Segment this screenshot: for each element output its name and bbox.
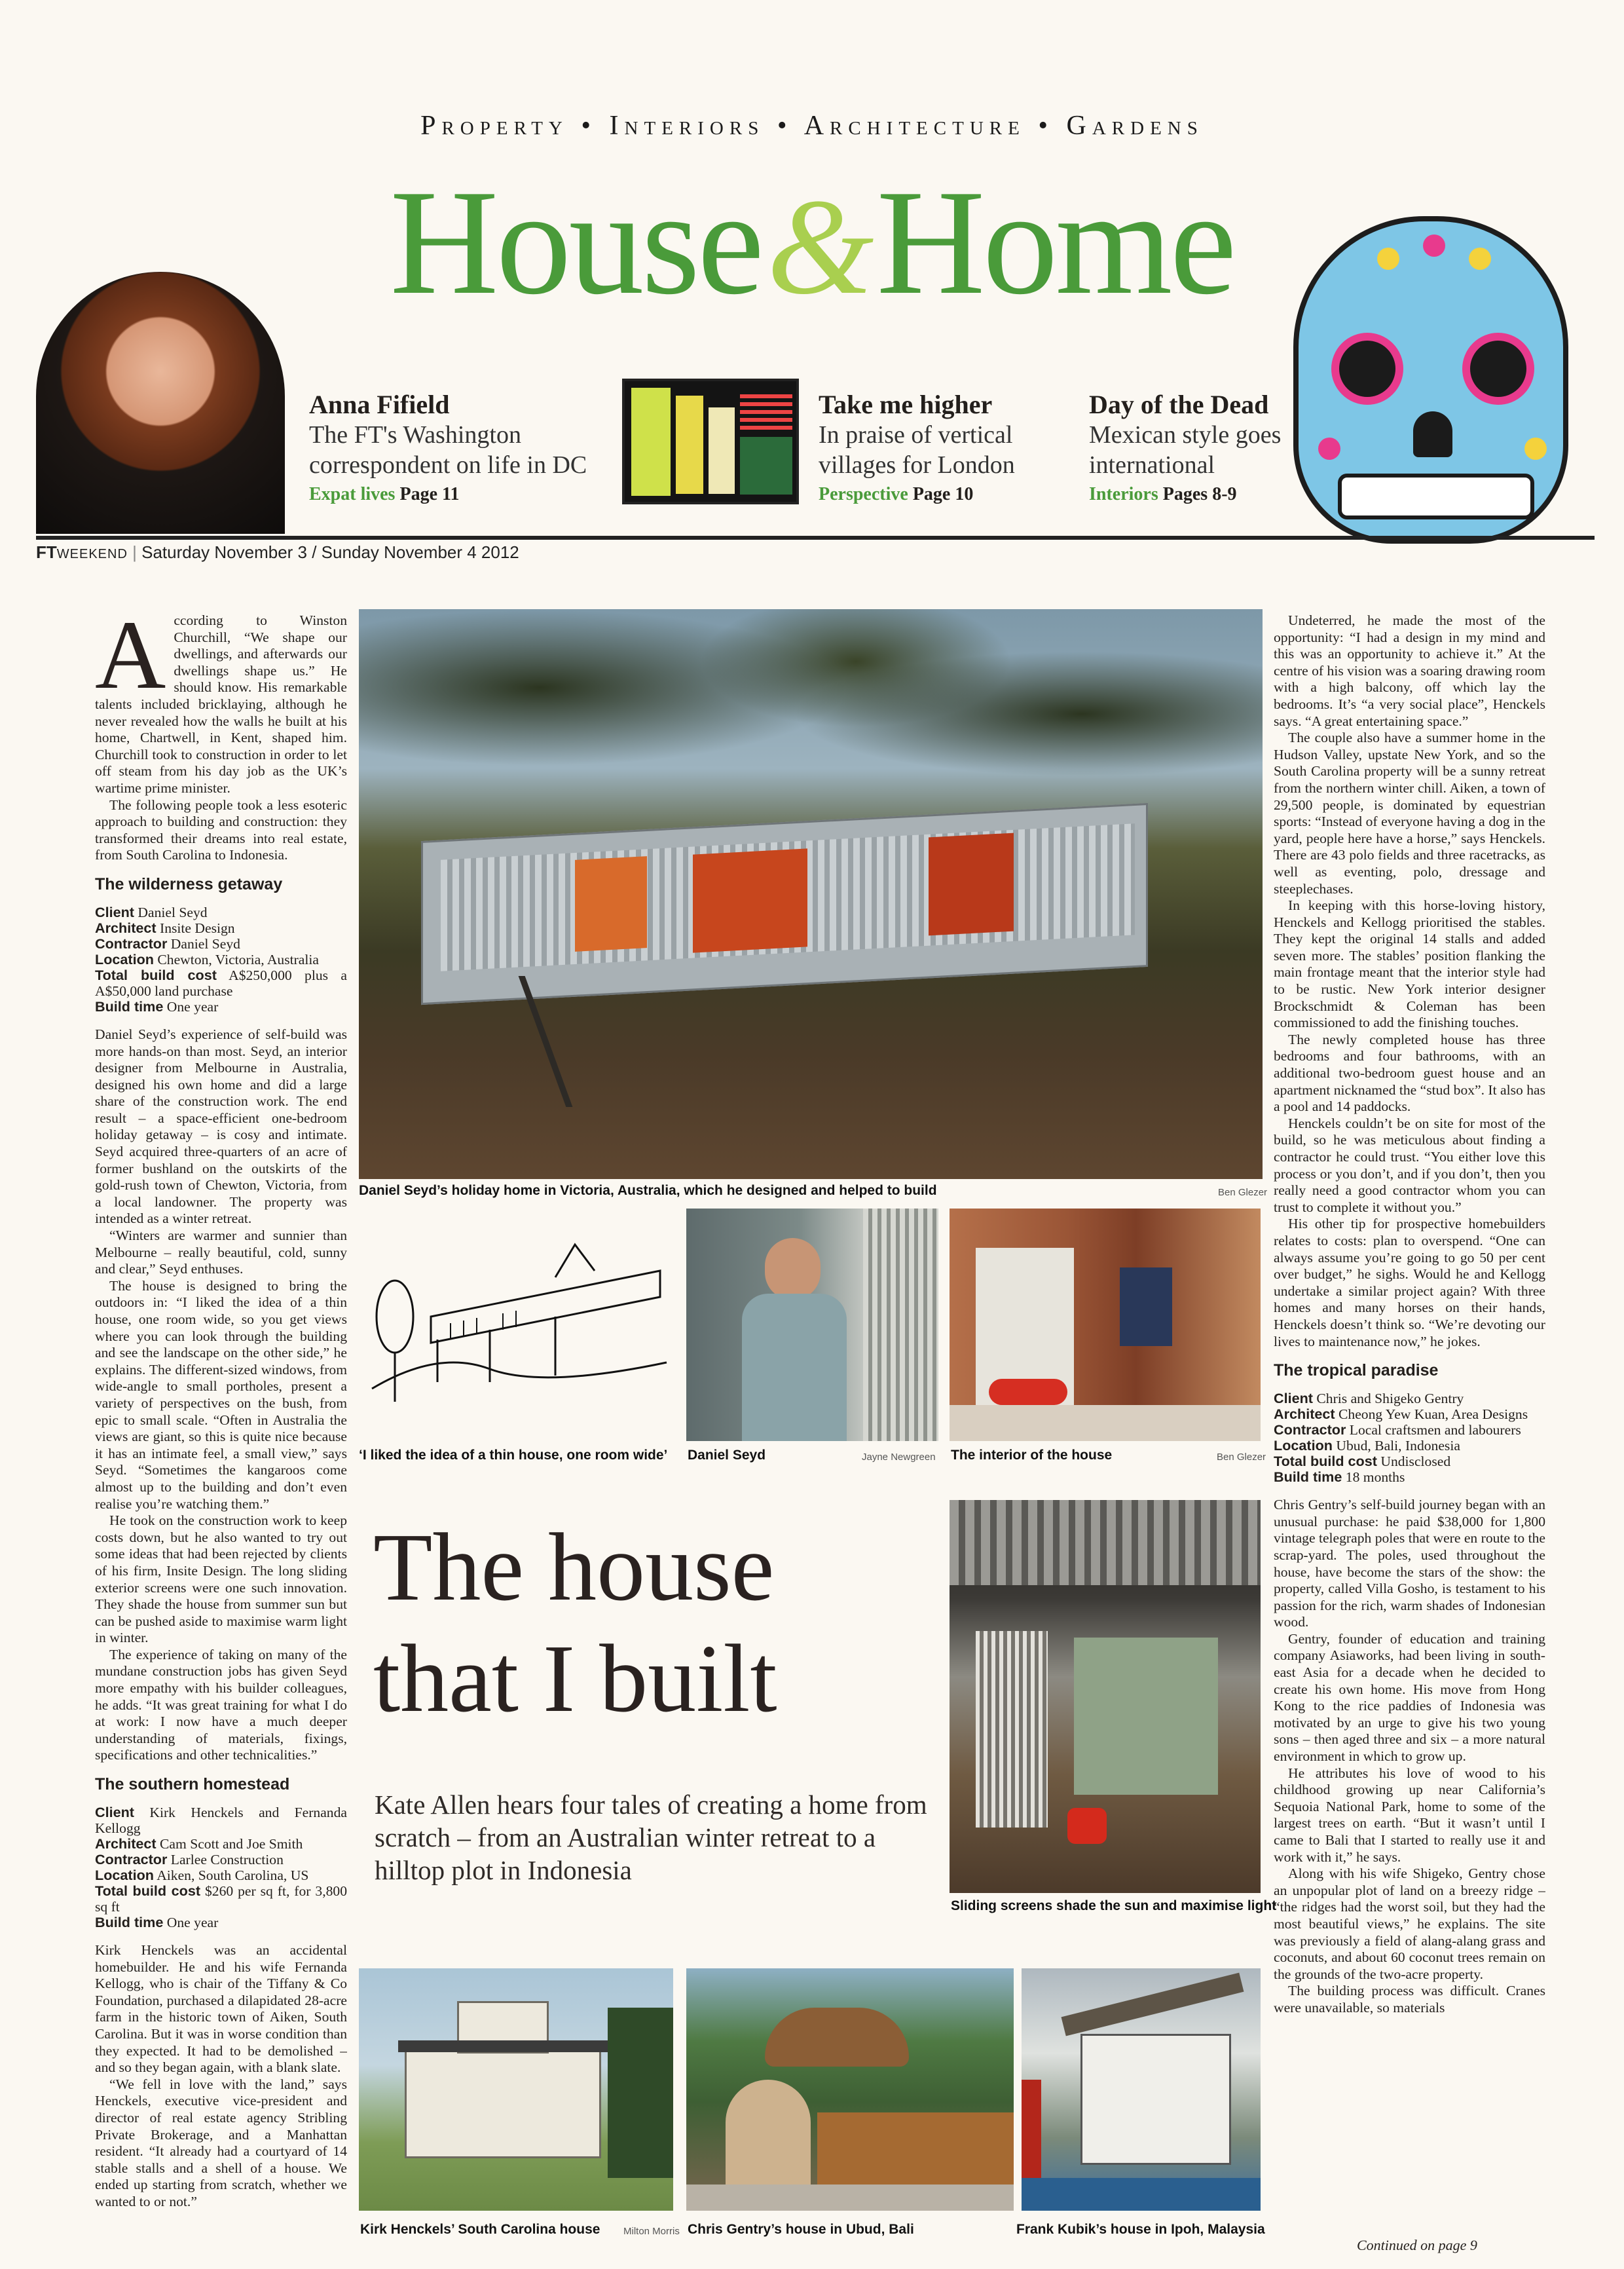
teaser-perspective[interactable] bbox=[819, 390, 1100, 509]
fact-row: Client Kirk Henckels and Fernanda Kellogg bbox=[95, 1804, 347, 1837]
teaser-heading: Anna Fifield bbox=[309, 390, 450, 419]
fact-row: Client Chris and Shigeko Gentry bbox=[1274, 1390, 1464, 1407]
fact-row: Total build cost Undisclosed bbox=[1274, 1453, 1451, 1470]
body-paragraph: His other tip for prospective homebuilders relates to costs: plan to overspend. “One can always assume you’re going to go 50 per cent over budget,” he sighs. Would he and Kellogg undertake a similar project again? With three homes and many horses on their hands, Henckels doesn’t think so. “We’re devoting our lives to maintenance now,” he jokes. bbox=[1274, 1216, 1545, 1349]
teaser-page-ref: Pages 8-9 bbox=[1162, 484, 1237, 504]
article-headline bbox=[373, 1512, 777, 1735]
sugar-skull-illustration bbox=[1293, 216, 1568, 544]
interior-photo bbox=[950, 1209, 1261, 1441]
fact-box bbox=[95, 1805, 347, 1930]
body-paragraph: The house is designed to bring the outdoors in: “I liked the idea of a thin house, one room wide, so you get views where you can look through the building and see the landscape on the other side,” he explains. The different-sized windows, from wide-angle to small portholes, present a variety of perspectives on the bush, from epic to small scale. “Often in Australia the views are giant, so this is quite nice because it has an intimate feel, a small view,” says Seyd. “Sometimes the kangaroos come almost up to the building and don’t even realise you’re watching them.” bbox=[95, 1277, 347, 1512]
fact-row: Total build cost A$250,000 plus a A$50,000 land purchase bbox=[95, 966, 347, 999]
skull-nose bbox=[1413, 411, 1452, 457]
section-heading: The wilderness getaway bbox=[95, 874, 283, 893]
teaser-subtitle: Mexican style goes bbox=[1089, 421, 1282, 449]
main-house-photo bbox=[359, 609, 1263, 1179]
publication-date: Saturday November 3 / Sunday November 4 2012 bbox=[141, 542, 519, 562]
teaser-expat-lives[interactable] bbox=[309, 390, 591, 509]
body-paragraph: Henckels couldn’t be on site for most of the build, so he was meticulous about finding a contractor he could trust. “You either love this process or you don’t, and if you don’t, then you really need a good contractor whom you can trust to complete it without you.” bbox=[1274, 1115, 1545, 1215]
headline-line: that I built bbox=[373, 1625, 777, 1733]
section-heading: The southern homestead bbox=[95, 1775, 290, 1794]
fact-row: Architect Cam Scott and Joe Smith bbox=[95, 1835, 303, 1852]
body-paragraph: The building process was difficult. Cranes were unavailable, so materials bbox=[1274, 1983, 1545, 2016]
skull-eye-right bbox=[1462, 333, 1534, 405]
body-paragraph: The experience of taking on many of the mundane construction jobs has given Seyd more empathy with his builder colleagues, he adds. “It was great training for what I do at work: I now have a much deeper understanding of materials, fixings, specifications and other technicalities.” bbox=[95, 1646, 347, 1763]
intro-paragraph: ccording to Winston Churchill, “We shape our dwellings, and afterwards our dwellings shape us.” He should know. His remarkable talents included bricklaying, although he never revealed how the walls he built at his home, Chartwell, in Kent, shaped him. Churchill took to construction in order to let off steam from his day job as the UK’s wartime prime minister. bbox=[95, 612, 347, 796]
skull-teeth bbox=[1338, 474, 1534, 519]
architect-sketch bbox=[359, 1218, 673, 1441]
masthead-ampersand: & bbox=[767, 171, 872, 323]
ft-logo: FT bbox=[36, 542, 57, 562]
body-paragraph: He attributes his love of wood to his childhood growing up near California’s Sequoia National Park, home to some of the largest trees on earth. “But it wasn’t until I came to Bali that I started to really use it and work with it,” he says. bbox=[1274, 1765, 1545, 1865]
photo-caption: Chris Gentry’s house in Ubud, Bali bbox=[688, 2222, 914, 2237]
bali-house-photo bbox=[686, 1968, 1014, 2211]
section-heading: The tropical paradise bbox=[1274, 1361, 1439, 1380]
sliding-screens-photo bbox=[950, 1500, 1261, 1893]
fact-row: Contractor Larlee Construction bbox=[95, 1851, 284, 1868]
fact-row: Build time One year bbox=[95, 1914, 219, 1931]
photo-caption: ‘I liked the idea of a thin house, one room wide’ bbox=[359, 1448, 668, 1463]
fact-row: Client Daniel Seyd bbox=[95, 903, 208, 920]
body-paragraph: Daniel Seyd’s experience of self-build was more hands-on than most. Seyd, an interior designer from Melbourne in Australia, designed his own home and did a large share of the construction work. The end result – a space-efficient one-bedroom holiday getaway – is cosy and intimate. Seyd acquired three-quarters of an acre of former bushland on the outskirts of the gold-rush town of Chewton, Victoria, from a local landowner. The property was intended as a winter retreat. bbox=[95, 1026, 347, 1227]
photo-caption: Frank Kubik’s house in Ipoh, Malaysia bbox=[1016, 2222, 1265, 2237]
body-paragraph: The newly completed house has three bedrooms and four bathrooms, with an additional two-bedroom guest house and an apartment nicknamed the “stud box”. It also has a pool and 14 paddocks. bbox=[1274, 1031, 1545, 1115]
daniel-seyd-portrait bbox=[686, 1209, 938, 1441]
masthead-word-home: Home bbox=[876, 159, 1234, 326]
fact-row: Architect Insite Design bbox=[95, 919, 235, 936]
fact-row: Location Aiken, South Carolina, US bbox=[95, 1867, 309, 1884]
fact-row: Location Chewton, Victoria, Australia bbox=[95, 950, 319, 967]
fuze-thumbnail-image bbox=[622, 379, 799, 504]
teaser-subtitle: international bbox=[1089, 451, 1215, 479]
intro-paragraph: The following people took a less esoteric approach to building and construction: they transformed their dreams into real estate, from South Carolina to Indonesia. bbox=[95, 797, 347, 863]
body-paragraph: He took on the construction work to keep costs down, but he also wanted to try out some ideas that had been rejected by clients of his firm, Insite Design. The long sliding exterior screens were one such innovation. They shade the house from summer sun but can be pushed aside to maximise warm light in winter. bbox=[95, 1512, 347, 1646]
teaser-page-ref: Page 11 bbox=[399, 484, 460, 504]
photo-credit: Ben Glezer bbox=[1217, 1452, 1266, 1463]
fact-row: Build time One year bbox=[95, 998, 219, 1015]
body-paragraph: Chris Gentry’s self-build journey began with an unusual purchase: he paid $38,000 for 1,800 vintage telegraph poles that were en route to the scrap-yard. The poles, used throughout the house, have become the stars of the show: the property, called Villa Gosho, is testament to his passion for the rich, warm shades of Indonesian wood. bbox=[1274, 1497, 1545, 1630]
body-paragraph: Kirk Henckels was an accidental homebuilder. He and his wife Fernanda Kellogg, who is chair of the Tiffany & Co Foundation, purchased a dilapidated 28-acre farm in the historic town of Aiken, South Carolina. But it was in worse condition than they expected. It had to be demolished – and so they began again, with a blank slate. bbox=[95, 1942, 347, 2076]
fact-row: Architect Cheong Yew Kuan, Area Designs bbox=[1274, 1406, 1528, 1423]
photo-credit: Milton Morris bbox=[623, 2226, 680, 2237]
body-paragraph: In keeping with this horse-loving history, Henckels and Kellogg prioritised the stables. They kept the original 14 stalls and added seven more. The stables’ position flanking the main frontage meant that the interior style had to be rustic. New York interior designer Brockschmidt & Coleman has been commissioned to add the finishing touches. bbox=[1274, 897, 1545, 1031]
section-strapline: Property • Interiors • Architecture • Gardens bbox=[420, 111, 1204, 141]
continued-on-note[interactable]: Continued on page 9 bbox=[1357, 2237, 1477, 2253]
photo-caption: Kirk Henckels’ South Carolina house bbox=[360, 2222, 600, 2237]
headline-line: The house bbox=[373, 1514, 775, 1621]
teaser-section-label: Perspective bbox=[819, 484, 908, 504]
fact-row: Build time 18 months bbox=[1274, 1469, 1405, 1486]
masthead-rule bbox=[36, 536, 1595, 540]
fact-row: Total build cost $260 per sq ft, for 3,800 sq ft bbox=[95, 1883, 347, 1915]
body-paragraph: Gentry, founder of education and training company Asiaworks, had been living in south-east Asia for a decade when he decided to create his own home. His move from Hong Kong to the rice paddies of Indonesia was motivated by an urge to give his two young sons – then aged three and six – a more natural environment in which to grow up. bbox=[1274, 1630, 1545, 1765]
teaser-heading: Day of the Dead bbox=[1089, 390, 1269, 419]
teaser-subtitle: The FT's Washington bbox=[309, 421, 521, 449]
fact-box bbox=[95, 905, 347, 1015]
photo-caption: The interior of the house bbox=[951, 1448, 1113, 1463]
photo-credit: Ben Glezer bbox=[1218, 1187, 1268, 1198]
teaser-subtitle: correspondent on life in DC bbox=[309, 451, 587, 479]
photo-caption: Sliding screens shade the sun and maximise light bbox=[951, 1898, 1277, 1913]
fact-row: Contractor Daniel Seyd bbox=[95, 935, 240, 952]
teaser-section-label: Interiors bbox=[1089, 484, 1158, 504]
drop-cap: A bbox=[95, 612, 166, 709]
teaser-heading: Take me higher bbox=[819, 390, 993, 419]
photo-caption: Daniel Seyd bbox=[688, 1448, 766, 1463]
fact-row: Contractor Local craftsmen and labourers bbox=[1274, 1421, 1521, 1438]
fact-row: Location Ubud, Bali, Indonesia bbox=[1274, 1437, 1460, 1454]
article-column-left bbox=[95, 612, 347, 2230]
south-carolina-house-photo bbox=[359, 1968, 673, 2211]
teaser-page-ref: Page 10 bbox=[912, 484, 974, 504]
photo-caption: Daniel Seyd’s holiday home in Victoria, Australia, which he designed and helped to build bbox=[359, 1183, 937, 1198]
masthead-word-house: House bbox=[390, 159, 762, 326]
weekend-label: WEEKEND bbox=[56, 547, 128, 561]
teaser-section-label: Expat lives bbox=[309, 484, 396, 504]
body-paragraph: “We fell in love with the land,” says Henckels, executive vice-president and director of real estate agency Stribling Private Brokerage, and a Manhattan resident. “It already had a courtyard of 14 stable stalls and a shell of a house. We ended up starting from scratch, whether we wanted to or not.” bbox=[95, 2076, 347, 2209]
fact-box bbox=[1274, 1391, 1545, 1485]
author-portrait-photo bbox=[36, 272, 285, 534]
body-paragraph: Undeterred, he made the most of the opportunity: “I had a design in my mind and this was an opportunity to achieve it.” At the centre of his vision was a soaring drawing room with a high balcony, off which lay the bedrooms. It’s “a very social place”, Henckels says. “A great entertaining space.” bbox=[1274, 612, 1545, 729]
dateline: FTWEEKEND | Saturday November 3 / Sunday November 4 2012 bbox=[36, 542, 519, 562]
photo-credit: Jayne Newgreen bbox=[862, 1452, 936, 1463]
body-paragraph: The couple also have a summer home in the Hudson Valley, upstate New York, and so the South Carolina property will be a sunny retreat from the northern winter chill. Aiken, a town of 29,500 people, is dominated by equestrian sports: “Instead of everyone having a dog in the yard, people here have a horse,” says Henckels. There are 43 polo fields and three racetracks, as well as eventing, polo, dressage and steeplechases. bbox=[1274, 730, 1545, 897]
teaser-subtitle: In praise of vertical bbox=[819, 421, 1013, 449]
body-paragraph: Along with his wife Shigeko, Gentry chose an unpopular plot of land on a breezy ridge – “the ridges had the worst soil, but they had the most beautiful views,” he explains. The site was previously a field of alang-alang grass and coconuts, and about 60 coconut trees remain on the grounds of the two-acre property. bbox=[1274, 1866, 1545, 1982]
skull-eye-left bbox=[1331, 333, 1403, 405]
ipoh-house-photo bbox=[1022, 1968, 1261, 2211]
standfirst: Kate Allen hears four tales of creating a home from scratch – from an Australian winter retreat to a hilltop plot in Indonesia bbox=[375, 1790, 927, 1885]
teaser-subtitle: villages for London bbox=[819, 451, 1015, 479]
article-column-right bbox=[1274, 612, 1545, 2230]
body-paragraph: “Winters are warmer and sunnier than Melbourne – really beautiful, cold, sunny and clear,” Seyd enthuses. bbox=[95, 1228, 347, 1277]
